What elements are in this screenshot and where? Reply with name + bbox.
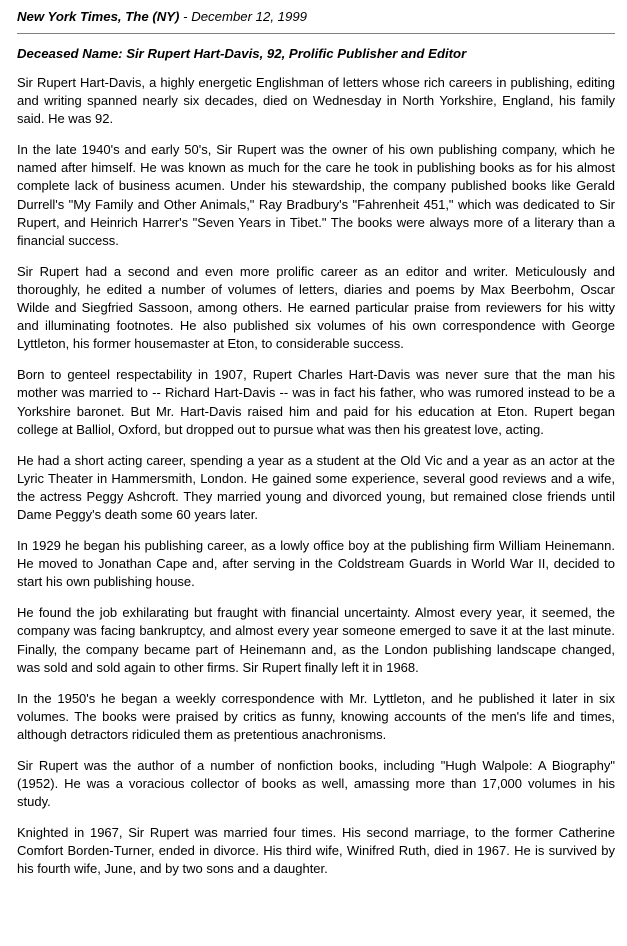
header-divider [17,33,615,34]
source-line [17,8,615,25]
article-paragraph: Born to genteel respectability in 1907, Rupert Charles Hart-Davis was never sure that the man his mother was married to -- Richard Hart-Davis -- was in fact his father, who was rumored instead to be a Yorkshire baronet. But Mr. Hart-Davis raised him and paid for his education at Eton. Rupert began college at Balliol, Oxford, but dropped out to pursue what was then his greatest love, acting. [17,367,615,437]
article-paragraph: In 1929 he began his publishing career, as a lowly office boy at the publishing firm William Heinemann. He moved to Jonathan Cape and, after serving in the Coldstream Guards in World War II, decided to start his own publishing house. [17,538,615,590]
publication-date: December 12, 1999 [191,9,308,24]
source-separator: - [179,9,192,24]
publication-name: New York Times, The (NY) [17,9,180,24]
article-paragraph: Knighted in 1967, Sir Rupert was married four times. His second marriage, to the former Catherine Comfort Borden-Turner, ended in divorce. His third wife, Winifred Ruth, died in 1967. He is survived by his fourth wife, June, and by two sons and a daughter. [17,825,615,877]
article-paragraph: Sir Rupert was the author of a number of nonfiction books, including "Hugh Walpole: A Biography" (1952). He was a voracious collector of books as well, amassing more than 17,000 volumes in his study. [17,758,615,810]
article-paragraph: Sir Rupert had a second and even more prolific career as an editor and writer. Meticulously and thoroughly, he edited a number of volumes of letters, diaries and poems by Max Beerbohm, Oscar Wilde and Siegfried Sassoon, among others. He earned particular praise from reviewers for his witty and illuminating footnotes. He also published six volumes of his own correspondence with George Lyttleton, his former housemaster at Eton, to considerable success. [17,263,615,352]
article-paragraph: In the 1950's he began a weekly correspondence with Mr. Lyttleton, and he published it later in six volumes. The books were praised by critics as funny, knowing accounts of the men's life and times, although detractors ridiculed them as pretentious anachronisms. [17,690,615,742]
article-headline: Deceased Name: Sir Rupert Hart-Davis, 92, Prolific Publisher and Editor [17,46,467,61]
article-paragraph: Sir Rupert Hart-Davis, a highly energetic Englishman of letters whose rich careers in publishing, editing and writing spanned nearly six decades, died on Wednesday in North Yorkshire, England, his family said. He was 92. [17,75,615,127]
article-paragraph: He found the job exhilarating but fraught with financial uncertainty. Almost every year, it seemed, the company was facing bankruptcy, and almost every year someone emerged to save it at the last minute. Finally, the company became part of Heinemann and, as the London publishing landscape changed, was sold and sold again to other firms. Sir Rupert finally left it in 1968. [17,605,615,675]
article-paragraph: He had a short acting career, spending a year as a student at the Old Vic and a year as an actor at the Lyric Theater in Hammersmith, London. He gained some experience, several good reviews and a wife, the actress Peggy Ashcroft. They married young and divorced young, but remained close friends until Dame Peggy's death some 60 years later. [17,452,615,522]
article-paragraph: In the late 1940's and early 50's, Sir Rupert was the owner of his own publishing company, which he named after himself. He was known as much for the care he took in publishing books as for his almost complete lack of business acumen. Under his stewardship, the company published books like Gerald Durrell's "My Family and Other Animals," Ray Bradbury's "Fahrenheit 451," which was dedicated to Sir Rupert, and Heinrich Harrer's "Seven Years in Tibet." The books were always more of a literary than a financial success. [17,142,615,248]
article-body [17,74,615,879]
